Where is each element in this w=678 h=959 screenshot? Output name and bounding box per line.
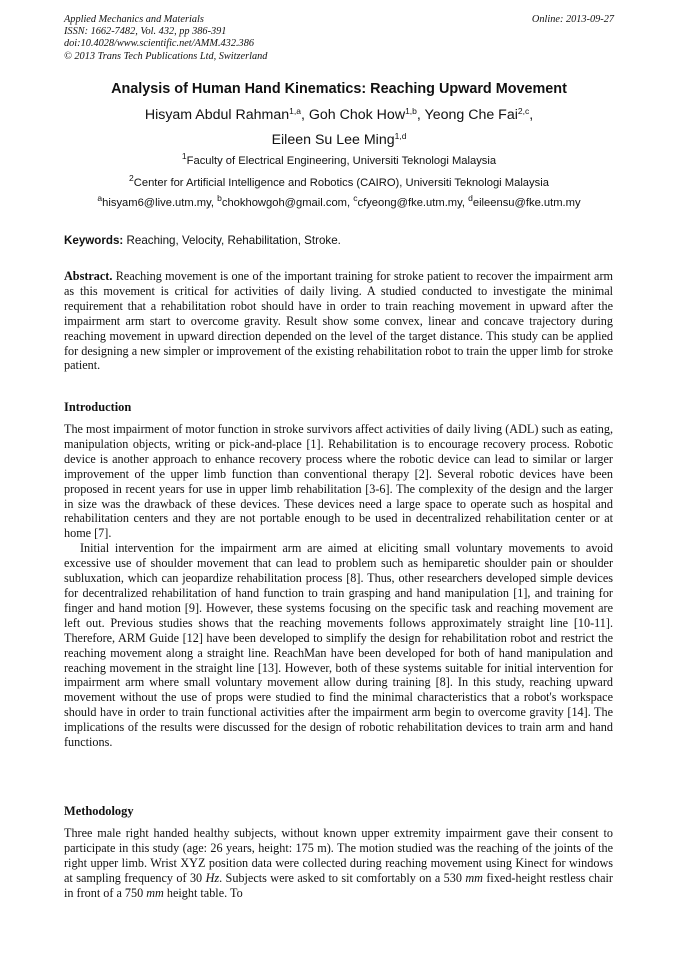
- affiliation: [40, 151, 638, 167]
- journal-name: Applied Mechanics and Materials: [64, 14, 204, 25]
- author-line-1: [40, 103, 638, 128]
- introduction-heading: Introduction: [64, 400, 132, 414]
- methodology-paragraph: Three male right handed healthy subjects, without known upper extremity impairment gave their consent to participate in this study (age: 26 years, height: 175 m). The motion studied was the reaching of the joints of the right upper limb. Wrist XYZ position data were collected during reaching movement using Kinect for windows at sampling frequency of 30 Hz. Subjects were asked to sit comfortably on a 530 mm fixed-height restless chair in front of a 750 mm height table. To: [64, 826, 613, 900]
- affiliation-text: Faculty of Electrical Engineering, Universiti Teknologi Malaysia: [186, 155, 497, 167]
- keywords: [64, 234, 341, 247]
- email-list: [40, 193, 638, 209]
- online-date: Online: 2013-09-27: [531, 14, 614, 25]
- abstract: [64, 269, 613, 373]
- doi-line: doi:10.4028/www.scientific.net/AMM.432.386: [64, 38, 254, 50]
- author-list: [40, 103, 638, 153]
- email-address: eileensu@fke.utm.my: [472, 197, 581, 209]
- email-address: hisyam6@live.utm.my,: [102, 197, 218, 209]
- introduction-body: [64, 422, 613, 750]
- copyright-line: © 2013 Trans Tech Publications Ltd, Switzerland: [64, 50, 268, 62]
- affiliation: [40, 173, 638, 189]
- author-separator: ,: [529, 107, 534, 123]
- abstract-label: Abstract.: [64, 269, 113, 283]
- introduction-paragraph-1: The most impairment of motor function in stroke survivors affect activities of daily living (ADL) such as eating, manipulation objects, writing or pick-and-place [1]. Rehabilitation is to encourage recovery process. Robotic device is another approach to enhance recovery process where the robotic device can lead to similar or larger improvement of the upper limb function than conventional therapy [2]. Several robotic devices have been proposed in recent years for use in upper limb rehabilitation [3-6]. The complexity of the design and the larger in size was the drawback of these devices. These devices need a large space to operate such as hospital and rehabilitation centers and they are not portable enough to be used in decentralized rehabilitation center or at home [7].: [64, 422, 613, 541]
- author-line-2: [40, 128, 638, 153]
- issn-line: ISSN: 1662-7482, Vol. 432, pp 386-391: [64, 26, 227, 38]
- methodology-heading: Methodology: [64, 804, 134, 818]
- introduction-paragraph-2: Initial intervention for the impairment arm are aimed at eliciting small voluntary movements to avoid excessive use of shoulder movement that can lead to problem such as hemiparetic shoulder pain or shoulder subluxation, which can jeopardize rehabilitation process [8]. Thus, other researchers developed simple devices for decentralized rehabilitation of hand function to train grasping and hand manipulation [1], and training for finger and hand motion [9]. However, these systems focusing on the specific task and reaching movement are left out. Previous studies shows that the reaching movements follows approximately straight line [10-11]. Therefore, ARM Guide [12] have been developed to simplify the design for rehabilitation robot and restrict the reaching movement along a straight line. ReachMan have been developed for both of hand manipulation and reaching movement in the straight line [13]. However, both of these systems suitable for initial intervention for impairment arm where small voluntary movement allow during training [8]. In this study, reaching upward movement without the use of props were studied to find the minimal characteristics that a robot's workspace should have in order to train functional activities after the impairment arm begin to overcome gravity [14]. The implications of the results were discussed for the design of robotic rehabilitation devices to train arm and hand functions.: [64, 541, 613, 750]
- email-mark: c: [353, 193, 358, 203]
- author-affiliation-mark: 1,a: [289, 106, 301, 116]
- keywords-label: Keywords:: [64, 234, 124, 247]
- email-address: cfyeong@fke.utm.my,: [357, 197, 469, 209]
- email-mark: b: [217, 193, 222, 203]
- email-address: chokhowgoh@gmail.com,: [221, 197, 354, 209]
- abstract-text: Reaching movement is one of the important training for stroke patient to recover the impairment arm as this movement is critical for activities of daily living. A studied conducted to investigate the minimal requirement that a rehabilitation robot should have in order to train reaching movement in upward after the impairment arm start to overcome gravity. Result show some convex, linear and concave trajectory during reaching movement in upward direction depended on the level of the target distance. This study can be applied for designing a new simpler or improvement of the existing rehabilitation robot to train the upper limb for stroke patient.: [64, 269, 613, 373]
- affiliation-text: Center for Artificial Intelligence and Robotics (CAIRO), Universiti Teknologi Malaysia: [133, 177, 549, 189]
- author-affiliation-mark: 2,c: [517, 106, 530, 116]
- author-name: Eileen Su Lee Ming: [271, 132, 395, 148]
- author-separator: ,: [416, 107, 425, 123]
- author-separator: ,: [300, 107, 309, 123]
- author-name: Yeong Che Fai: [424, 107, 518, 123]
- journal-header: [64, 14, 267, 63]
- email-mark: d: [468, 193, 473, 203]
- affiliation-mark: 2: [129, 173, 134, 183]
- author-name: Goh Chok How: [308, 107, 406, 123]
- author-affiliation-mark: 1,d: [394, 131, 407, 141]
- methodology-body: [64, 826, 613, 901]
- email-mark: a: [97, 193, 103, 203]
- affiliation-mark: 1: [181, 151, 187, 161]
- author-affiliation-mark: 1,b: [405, 106, 417, 116]
- author-name: Hisyam Abdul Rahman: [144, 107, 290, 123]
- keywords-text: Reaching, Velocity, Rehabilitation, Stroke.: [126, 234, 341, 247]
- paper-title: Analysis of Human Hand Kinematics: Reaching Upward Movement: [111, 81, 567, 97]
